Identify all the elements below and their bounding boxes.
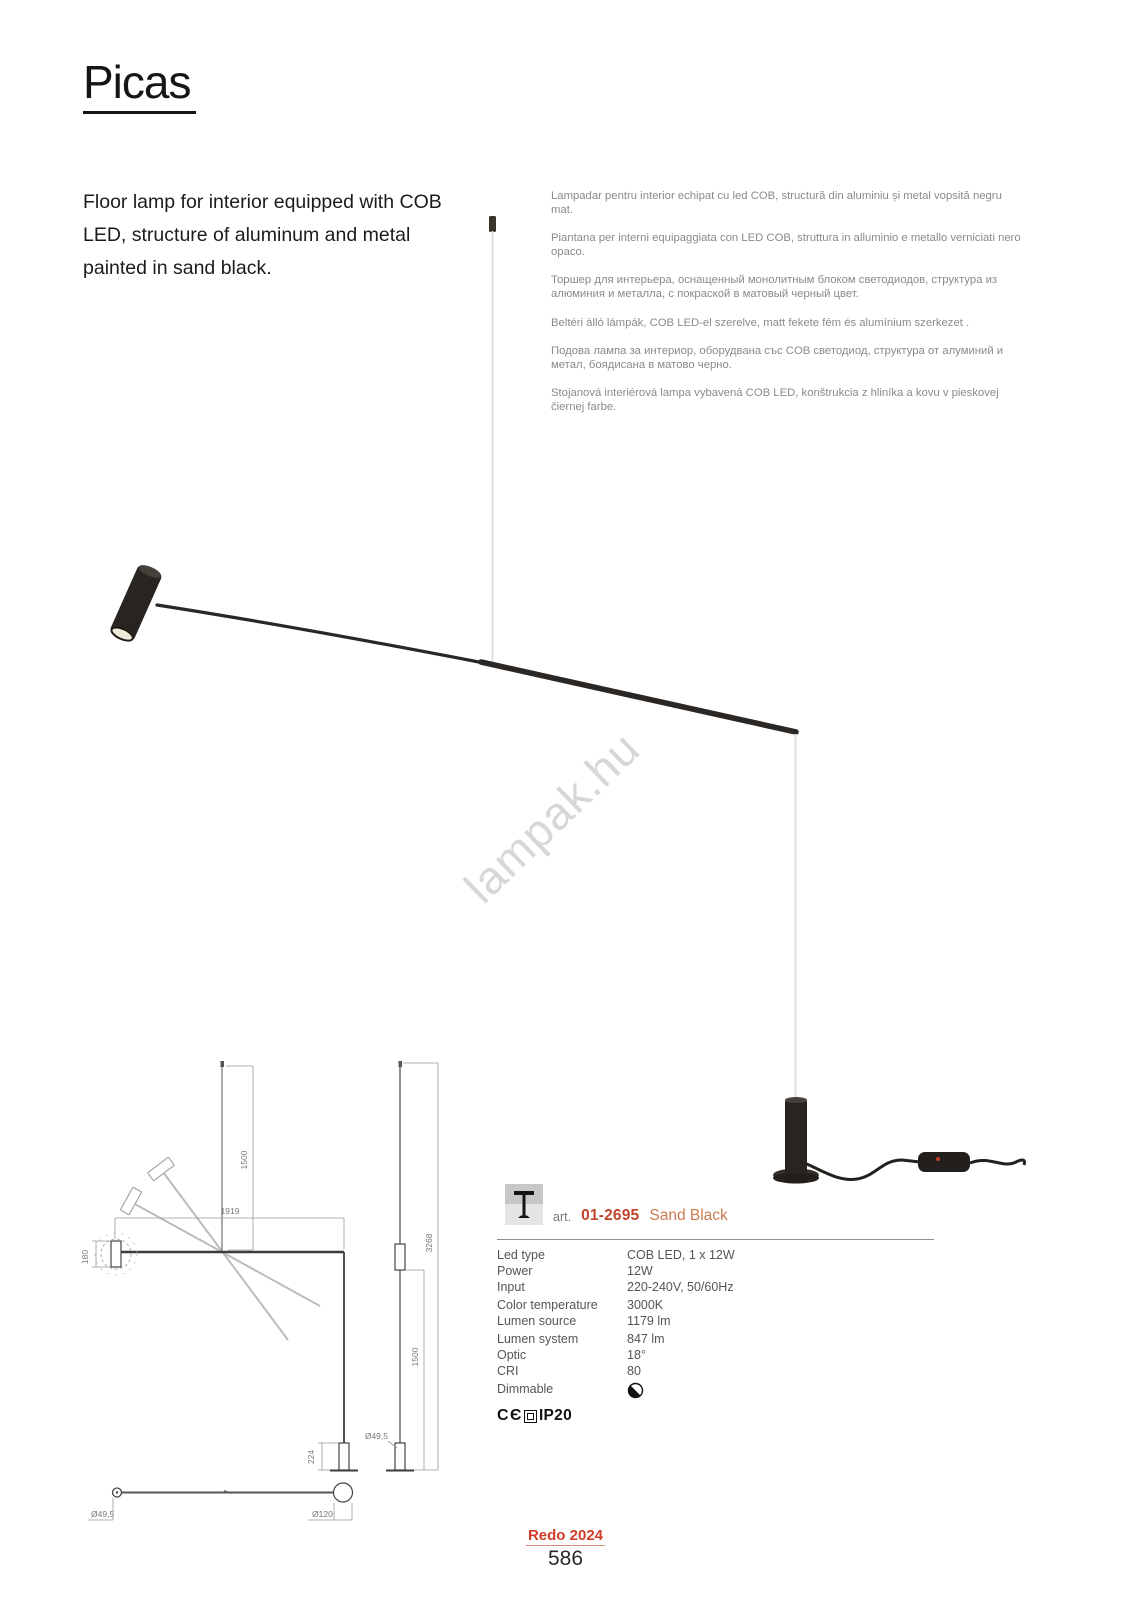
product-thumbnail <box>505 1184 543 1225</box>
description-it: Piantana per interni equipaggiata con LED COB, struttura in alluminio e metallo verniciati nero opaco. <box>551 232 1021 258</box>
spec-row-lumen-source: Lumen source 1179 lm <box>497 1314 671 1328</box>
ce-mark-icon: CЄ <box>497 1407 523 1424</box>
drawing-top-view <box>88 1483 353 1520</box>
page-title: Picas <box>83 58 196 114</box>
spec-row-color-temperature: Color temperature 3000K <box>497 1298 664 1312</box>
dim-pole-height: 1500 <box>410 1347 420 1367</box>
drawing-front-view <box>80 1061 358 1471</box>
brand-catalog: Redo 2024 <box>527 1527 604 1544</box>
watermark: lampak.hu <box>454 721 650 913</box>
drawing-side-head <box>395 1244 405 1270</box>
spec-row-power: Power 12W <box>497 1264 653 1278</box>
description-ro: Lampadar pentru interior echipat cu led COB, structură din aluminiu și metal vopsită negru mat. <box>551 190 1002 216</box>
dimmer-icon <box>627 1382 644 1399</box>
description-bg: Подова лампа за интериор, оборудвана със COB светодиод, структура от алуминий и метал, боядисана в матово черно. <box>551 345 1004 371</box>
class2-insulation-icon <box>524 1410 537 1423</box>
art-label: art. <box>553 1210 572 1224</box>
page-footer <box>0 1527 1131 1571</box>
spec-block <box>497 1184 934 1425</box>
dim-pole-diameter: Ø49,5 <box>364 1431 388 1441</box>
drawing-side-base <box>395 1443 405 1470</box>
description-sk: Stojanová interiérová lampa vybavená COB LED, konštrukcia z hliníka a kovu v pieskovej čiernej farbe. <box>551 387 999 413</box>
description-hu: Beltéri álló lámpák, COB LED-el szerelve, matt fekete fém és alumínium szerkezet . <box>551 316 970 329</box>
spec-row-optic: Optic 18° <box>497 1348 646 1362</box>
spec-row-cri: CRI 80 <box>497 1364 641 1378</box>
description-english: Floor lamp for interior equipped with COB LED, structure of aluminum and metal painted in sand black. <box>83 191 442 279</box>
article-row <box>505 1184 934 1225</box>
finish-name: Sand Black <box>649 1207 728 1224</box>
spec-row-input: Input 220-240V, 50/60Hz <box>497 1280 734 1294</box>
dim-drop-height: 1500 <box>239 1150 249 1170</box>
dim-head-length: 180 <box>80 1249 90 1265</box>
dim-base-diameter: Ø120 <box>312 1509 333 1519</box>
lamp-thumbnail-icon <box>505 1184 543 1225</box>
ip-rating: IP20 <box>538 1407 573 1424</box>
drawing-top-base-circle <box>334 1483 353 1502</box>
page-number: 586 <box>547 1547 584 1570</box>
ghost-head-1 <box>120 1187 141 1215</box>
certifications-row <box>497 1407 934 1425</box>
drawing-head <box>111 1241 121 1267</box>
description-ru: Торшер для интерьера, оснащенный монолитным блоком светодиодов, структура из алюминия и металла, с покраской в матовый черный цвет. <box>551 274 998 300</box>
drawing-side-view <box>365 1061 438 1471</box>
spec-row-lumen-system: Lumen system 847 lm <box>497 1332 665 1346</box>
spec-table <box>497 1239 934 1425</box>
dim-base-height: 224 <box>306 1449 316 1465</box>
dim-head-diameter: Ø49,5 <box>91 1509 115 1519</box>
drawing-base-cylinder <box>339 1443 349 1470</box>
dim-arm-length: 1919 <box>220 1206 240 1216</box>
spec-row-dimmable: Dimmable <box>497 1381 934 1402</box>
dim-total-height: 3268 <box>424 1233 434 1253</box>
art-number: 01-2695 <box>581 1207 640 1224</box>
ghost-head-2 <box>148 1157 175 1181</box>
spec-row-led-type: Led type COB LED, 1 x 12W <box>497 1248 735 1262</box>
